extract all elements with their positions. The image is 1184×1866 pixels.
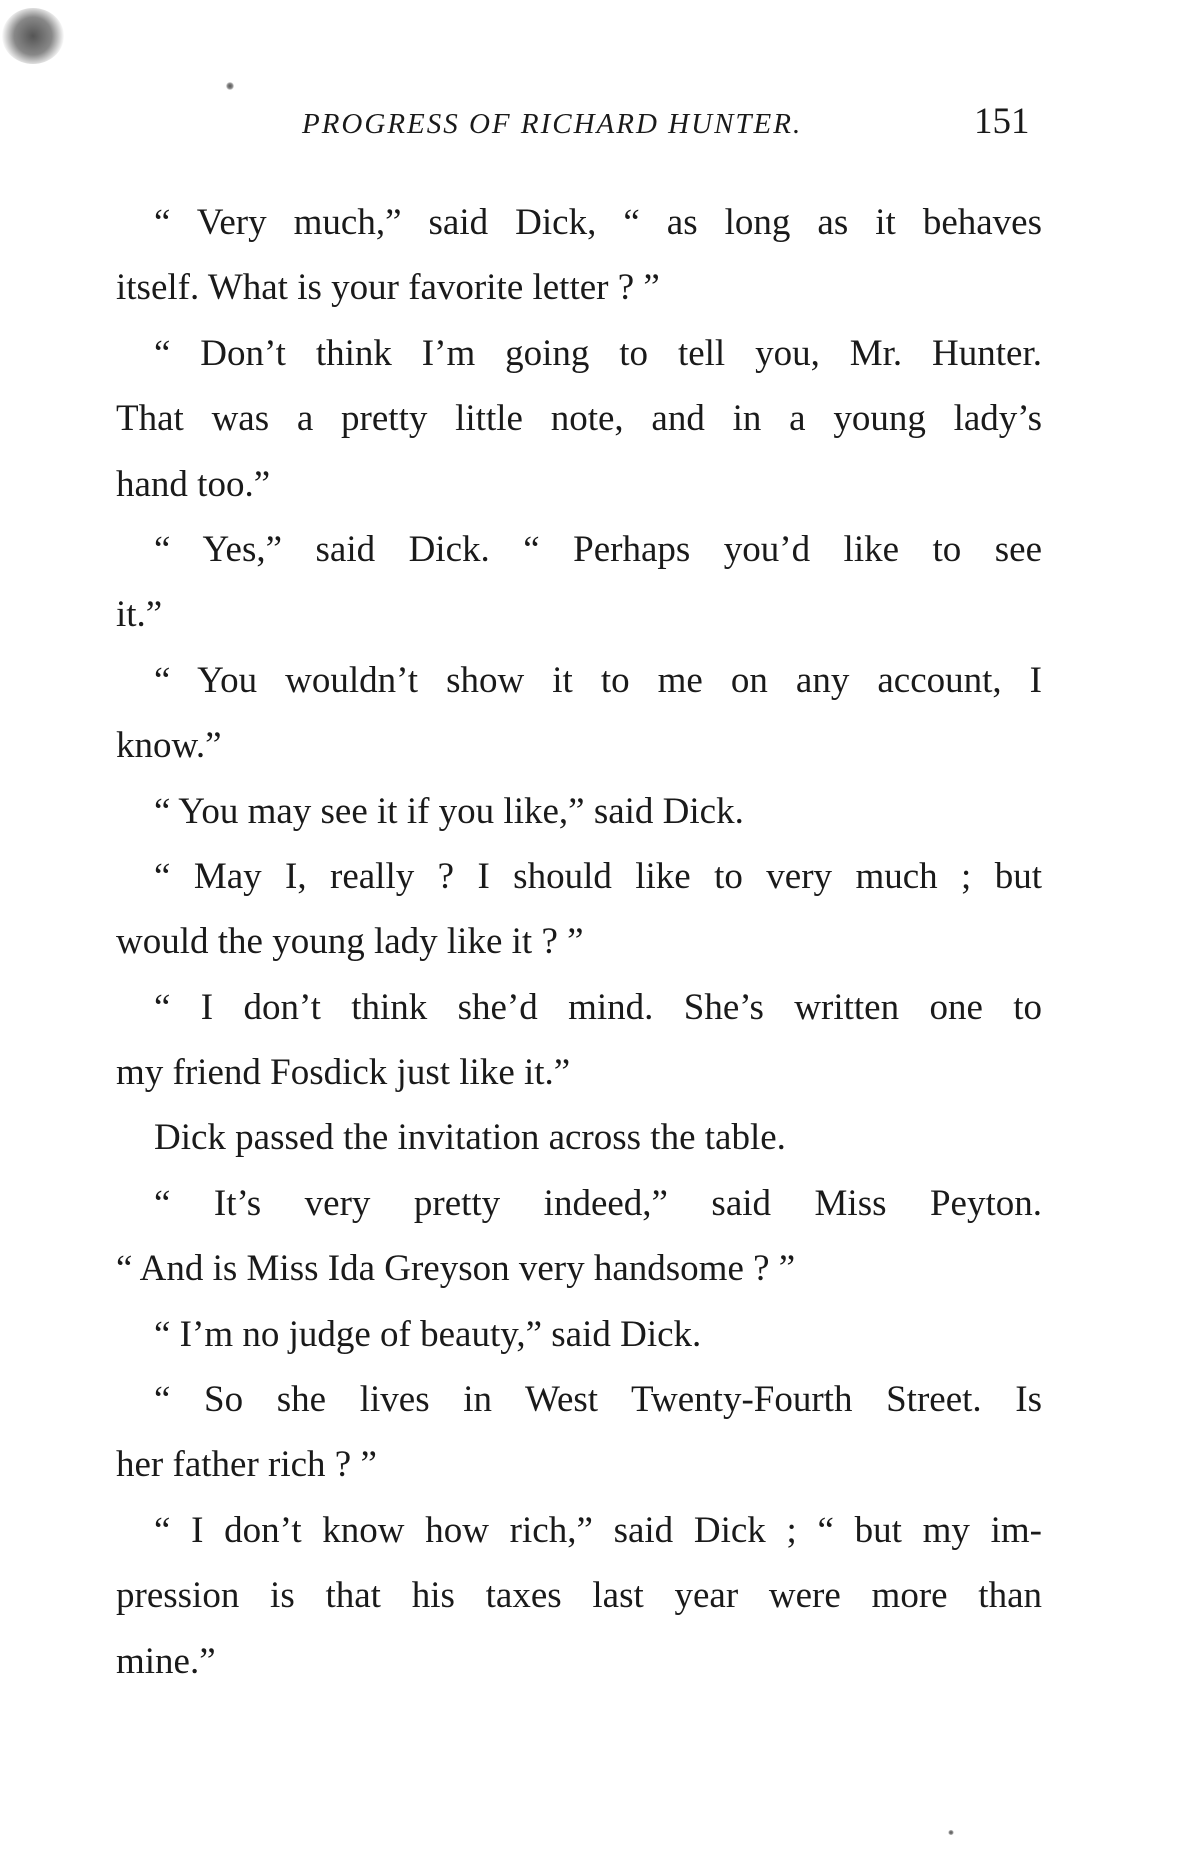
text-line: “ You may see it if you like,” said Dick. bbox=[154, 790, 744, 832]
page-number: 151 bbox=[974, 101, 1030, 142]
running-title: PROGRESS OF RICHARD HUNTER. bbox=[302, 108, 803, 140]
text-line: “ May I, really ? I should like to very much ; but bbox=[154, 855, 1042, 897]
text-line: “ I don’t know how rich,” said Dick ; “ but my im- bbox=[154, 1509, 1042, 1551]
text-line: Dick passed the invitation across the table. bbox=[154, 1117, 786, 1159]
text-line: “ Yes,” said Dick. “ Perhaps you’d like to see bbox=[154, 528, 1042, 570]
text-line: “ And is Miss Ida Greyson very handsome ? ” bbox=[116, 1248, 796, 1290]
ink-speck bbox=[948, 1830, 954, 1835]
page-header bbox=[0, 100, 1184, 150]
text-line: my friend Fosdick just like it.” bbox=[116, 1052, 571, 1094]
text-line: “ You wouldn’t show it to me on any account, I bbox=[154, 659, 1042, 701]
text-line: “ Don’t think I’m going to tell you, Mr. Hunter. bbox=[154, 332, 1042, 374]
text-line: mine.” bbox=[116, 1640, 216, 1682]
ink-blot bbox=[2, 8, 64, 64]
text-line: pression is that his taxes last year were more than bbox=[116, 1575, 1042, 1617]
body-text bbox=[116, 190, 1042, 1694]
text-line: “ I’m no judge of beauty,” said Dick. bbox=[154, 1313, 702, 1355]
text-line: hand too.” bbox=[116, 463, 271, 505]
text-line: “ It’s very pretty indeed,” said Miss Peyton. bbox=[154, 1182, 1042, 1224]
text-line: That was a pretty little note, and in a young lady’s bbox=[116, 398, 1042, 440]
text-line: know.” bbox=[116, 725, 222, 767]
text-line: it.” bbox=[116, 594, 163, 636]
ink-speck bbox=[226, 82, 234, 90]
text-line: her father rich ? ” bbox=[116, 1444, 377, 1486]
text-line: “ So she lives in West Twenty-Fourth Street. Is bbox=[154, 1379, 1042, 1421]
text-line: “ I don’t think she’d mind. She’s written one to bbox=[154, 986, 1042, 1028]
text-line: would the young lady like it ? ” bbox=[116, 921, 584, 963]
text-line: “ Very much,” said Dick, “ as long as it behaves bbox=[154, 202, 1042, 243]
text-line: itself. What is your favorite letter ? ” bbox=[116, 267, 660, 309]
